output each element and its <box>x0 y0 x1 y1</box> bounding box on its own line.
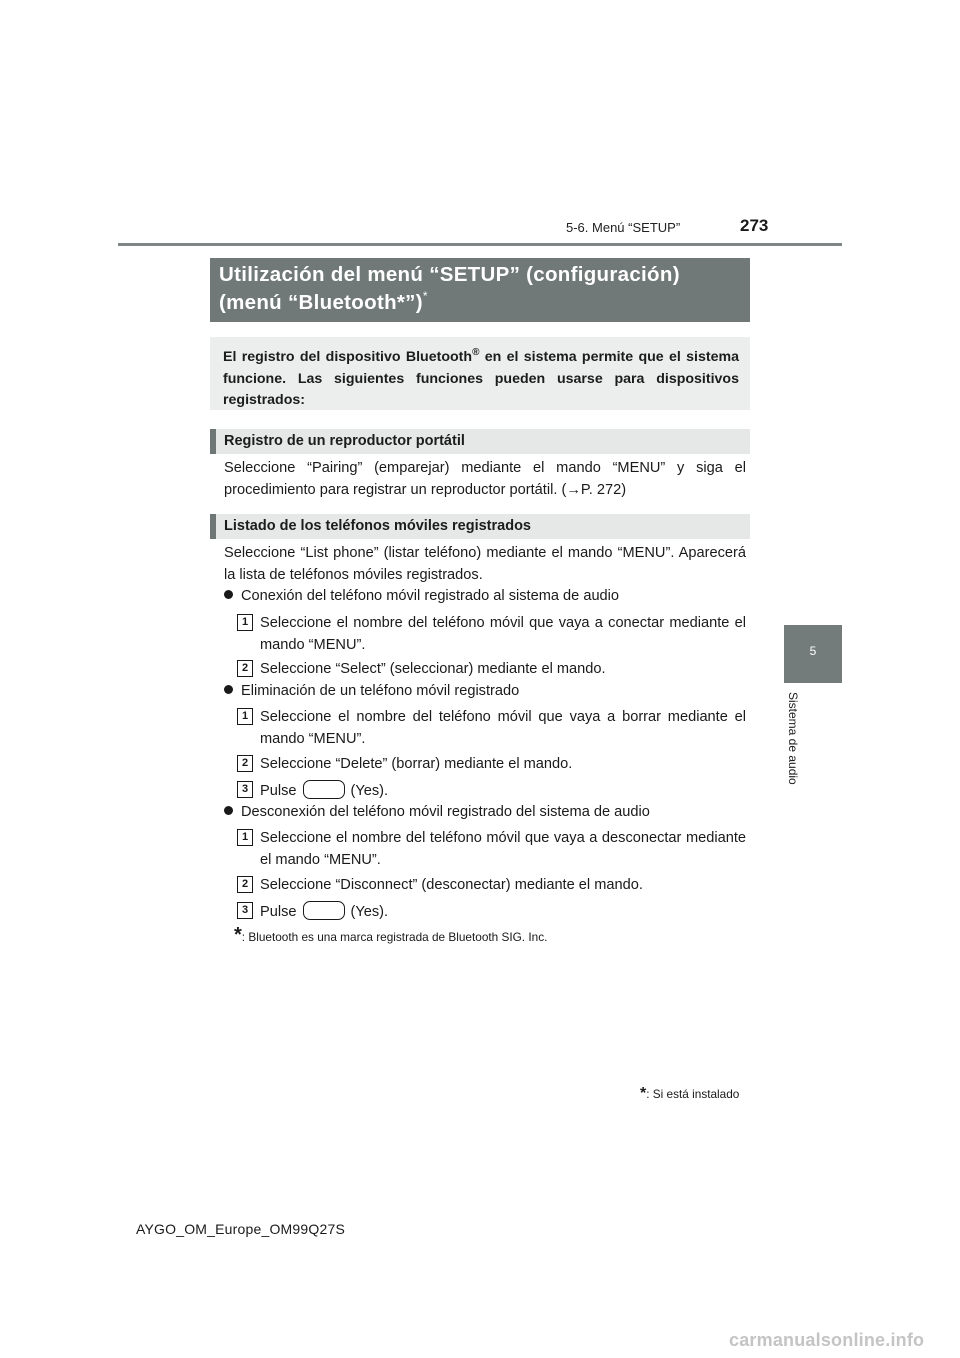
bullet-delete-phone <box>224 683 519 699</box>
pairing-instructions <box>224 458 746 501</box>
bluetooth-footnote <box>234 924 547 947</box>
reference-arrow-icon: → <box>566 481 581 498</box>
chapter-number: 5 <box>809 644 817 658</box>
installed-footnote <box>640 1085 739 1103</box>
header-divider <box>118 243 842 246</box>
step-text-pre: Pulse <box>260 904 297 920</box>
step-number-badge: 1 <box>237 708 253 725</box>
chapter-tab <box>784 625 842 683</box>
step-text-post: (Yes). <box>350 904 389 920</box>
page-reference-link[interactable]: P. 272) <box>580 481 627 498</box>
step-number-badge: 3 <box>237 781 253 798</box>
step-text: Seleccione “Disconnect” (desconectar) mediante el mando. <box>260 877 643 893</box>
bullet-disconnect-phone <box>224 804 650 820</box>
step-text: Seleccione “Delete” (borrar) mediante el mando. <box>260 756 573 772</box>
bullet-icon <box>224 806 233 815</box>
step-text: Seleccione el nombre del teléfono móvil que vaya a borrar mediante el mando “MENU”. <box>260 709 746 747</box>
subheading-portable-player <box>210 429 750 454</box>
step-text: Seleccione “Select” (seleccionar) mediante el mando. <box>260 661 606 677</box>
chapter-title: Sistema de audio <box>786 692 800 785</box>
subheading-registered-phones <box>210 514 750 539</box>
section-reference: 5-6. Menú “SETUP” <box>566 220 681 235</box>
step-number-badge: 3 <box>237 902 253 919</box>
step-text <box>260 780 746 803</box>
step-number-badge: 2 <box>237 660 253 677</box>
bullet-title: Eliminación de un teléfono móvil registrado <box>241 683 520 699</box>
step-text <box>260 901 746 924</box>
step-number-badge: 1 <box>237 829 253 846</box>
step-text-pre: Pulse <box>260 783 297 799</box>
installed-marker: * <box>422 289 428 303</box>
intro-text-part: en el sistema permite que el sistema funcione. Las siguientes funciones pueden usarse para dispositivos registrados: <box>223 349 739 408</box>
subheading-text: Registro de un reproductor portátil <box>224 433 465 449</box>
step-text-post: (Yes). <box>350 783 389 799</box>
step-number-badge: 1 <box>237 614 253 631</box>
subheading-text: Listado de los teléfonos móviles registrados <box>224 518 531 534</box>
bullet-title: Desconexión del teléfono móvil registrado del sistema de audio <box>241 804 650 820</box>
intro-text <box>223 342 739 412</box>
watermark: carmanualsonline.info <box>729 1330 925 1350</box>
step-text: Seleccione el nombre del teléfono móvil que vaya a conectar mediante el mando “MENU”. <box>260 615 746 653</box>
section-title-line-1: Utilización del menú “SETUP” (configuración) <box>219 263 680 286</box>
footnote-star: * <box>640 1085 647 1102</box>
intro-text-part: El registro del dispositivo Bluetooth <box>223 349 473 365</box>
bullet-connect-phone <box>224 588 619 604</box>
footnote-text: : Si está instalado <box>646 1087 740 1101</box>
step-number-badge: 2 <box>237 755 253 772</box>
section-title-line-2 <box>219 289 428 315</box>
yes-button-icon <box>303 901 345 920</box>
registered-mark: ® <box>472 347 480 358</box>
section-title-block <box>210 258 750 322</box>
list-phone-intro: Seleccione “List phone” (listar teléfono) mediante el mando “MENU”. Aparecerá la lista de teléfonos móviles registrados. <box>224 545 746 583</box>
document-id: AYGO_OM_Europe_OM99Q27S <box>136 1221 345 1237</box>
step-number-badge: 2 <box>237 876 253 893</box>
step-text: Seleccione el nombre del teléfono móvil que vaya a desconectar mediante el mando “MENU”. <box>260 830 746 868</box>
section-title-text: (menú “Bluetooth*”) <box>219 291 423 314</box>
footnote-star: * <box>234 924 242 946</box>
yes-button-icon <box>303 780 345 799</box>
pairing-text: Seleccione “Pairing” (emparejar) mediante el mando “MENU” y siga el procedimiento para registrar un reproductor portátil. ( <box>224 460 746 498</box>
page-number: 273 <box>740 216 769 235</box>
bullet-icon <box>224 590 233 599</box>
bullet-title: Conexión del teléfono móvil registrado al sistema de audio <box>241 588 620 604</box>
footnote-text: : Bluetooth es una marca registrada de Bluetooth SIG. Inc. <box>241 930 548 944</box>
bullet-icon <box>224 685 233 694</box>
intro-box <box>210 337 750 410</box>
